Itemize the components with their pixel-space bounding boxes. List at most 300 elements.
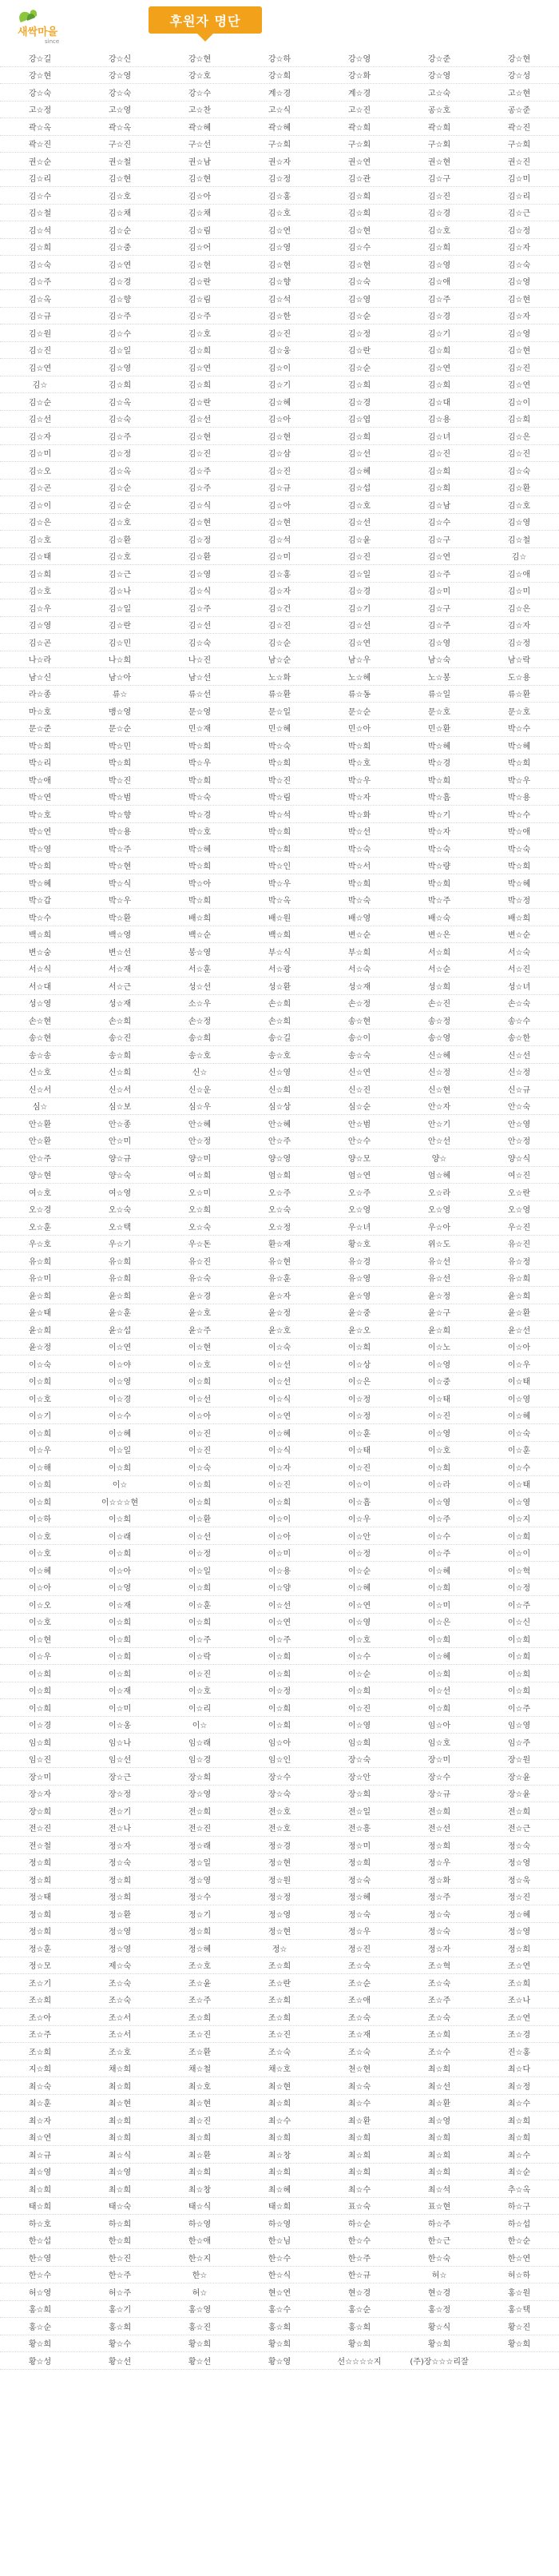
donor-name-cell: 황☆식 <box>427 2323 451 2332</box>
donor-name-cell: 이☆선 <box>188 1532 212 1542</box>
donor-name-cell: 여☆호 <box>28 1188 52 1198</box>
donor-name-cell: 조☆숙 <box>347 2048 371 2057</box>
donor-name-cell: 한☆섭 <box>28 2237 52 2247</box>
donor-name-cell: 서☆대 <box>28 982 52 992</box>
donor-row <box>0 2249 559 2267</box>
donor-name-cell: 황☆선 <box>188 2357 212 2367</box>
donor-name-cell: 장☆안 <box>347 1773 371 1782</box>
donor-name-cell: 김☆희 <box>28 570 52 579</box>
donor-name-cell: 조☆희 <box>427 2031 451 2040</box>
donor-name-cell: 유☆선 <box>427 1275 451 1284</box>
donor-name-cell: 강☆호 <box>188 72 212 82</box>
donor-name-cell: 강☆하 <box>268 54 291 64</box>
donor-name-cell: 홍☆정 <box>427 2306 451 2315</box>
donor-name-cell: 임☆호 <box>427 1738 451 1748</box>
donor-name-cell: 한☆ <box>192 2271 208 2281</box>
donor-name-cell: 이☆야 <box>108 1360 132 1370</box>
donor-name-cell: 장☆근 <box>108 1773 132 1782</box>
donor-row <box>0 703 559 720</box>
donor-name-cell: 정☆자 <box>427 1945 451 1954</box>
donor-name-cell: 나☆라 <box>28 656 52 666</box>
donor-row <box>0 2009 559 2026</box>
donor-name-cell: 황☆영 <box>268 2357 291 2367</box>
donor-name-cell: 제☆숙 <box>108 1962 132 1972</box>
donor-name-cell: 김☆연 <box>347 639 371 648</box>
donor-name-cell: 김☆곤 <box>28 484 52 494</box>
donor-name-cell: 오☆희 <box>188 1206 212 1216</box>
donor-name-cell: 채☆희 <box>108 2065 132 2075</box>
donor-name-cell: 김☆연 <box>427 553 451 563</box>
donor-name-cell: 송☆길 <box>268 1034 291 1044</box>
donor-name-cell: 이☆양 <box>268 1584 291 1594</box>
donor-name-cell: 양☆숙 <box>108 1172 132 1181</box>
donor-name-cell: 태☆숙 <box>108 2203 132 2212</box>
donor-name-cell: 홍☆희 <box>268 2323 291 2332</box>
donor-name-cell: 이☆희 <box>507 1653 531 1662</box>
donor-name-cell: 안☆주 <box>268 1137 291 1147</box>
donor-name-cell: 이☆호 <box>28 1618 52 1628</box>
donor-name-cell: 하☆호 <box>28 2220 52 2229</box>
donor-name-cell: 계☆경 <box>347 89 371 98</box>
donor-row <box>0 1012 559 1029</box>
donor-name-cell: 여☆진 <box>507 1172 531 1181</box>
donor-name-cell: 유☆영 <box>347 1275 371 1284</box>
donor-name-cell: 황☆수 <box>108 2340 132 2350</box>
donor-row <box>0 1648 559 1666</box>
donor-name-cell: 선☆☆☆☆지 <box>337 2357 382 2367</box>
donor-name-cell: 이☆영 <box>108 1378 132 1388</box>
donor-row <box>0 1321 559 1339</box>
donor-name-cell: 이☆안 <box>347 1532 371 1542</box>
donor-name-cell: 임☆희 <box>28 1738 52 1748</box>
donor-name-cell: 유☆정 <box>507 1257 531 1267</box>
donor-name-cell: 서☆재 <box>108 966 132 975</box>
donor-name-cell: 이☆연 <box>268 1412 291 1422</box>
donor-name-cell: 박☆희 <box>188 862 212 872</box>
donor-name-cell: 박☆아 <box>188 879 212 889</box>
donor-name-cell: 박☆경 <box>188 810 212 820</box>
donor-name-cell: 김☆식 <box>188 501 212 511</box>
donor-name-cell: 손☆희 <box>268 1017 291 1026</box>
donor-name-cell: 김☆희 <box>427 381 451 391</box>
donor-name-cell: 박☆인 <box>268 862 291 872</box>
donor-name-cell: 최☆훈 <box>28 2100 52 2109</box>
donor-name-cell: 오☆영 <box>427 1206 451 1216</box>
donor-name-cell: 김☆현 <box>188 175 212 185</box>
donor-name-cell: 천☆현 <box>347 2065 371 2075</box>
donor-name-cell: 이☆용 <box>268 1567 291 1576</box>
donor-name-cell: 이☆혜 <box>108 1429 132 1439</box>
donor-name-cell: 서☆식 <box>28 966 52 975</box>
donor-name-cell: 김☆희 <box>347 209 371 219</box>
donor-row <box>0 668 559 686</box>
donor-name-cell: 김☆자 <box>507 622 531 631</box>
donor-name-cell: 최☆희 <box>268 2100 291 2109</box>
donor-name-cell: 손☆현 <box>28 1017 52 1026</box>
donor-name-cell: 김☆순 <box>347 364 371 373</box>
donor-name-cell: 김☆연 <box>108 261 132 270</box>
donor-name-cell: 하☆섭 <box>507 2220 531 2229</box>
donor-name-cell: 김☆어 <box>188 244 212 253</box>
donor-name-cell: 허☆영 <box>28 2288 52 2298</box>
donor-row <box>0 737 559 754</box>
donor-name-cell: 김☆남 <box>427 501 451 511</box>
donor-name-cell: 김☆림 <box>188 226 212 236</box>
donor-name-cell: 최☆환 <box>347 2116 371 2126</box>
donor-name-cell: 강☆영 <box>108 72 132 82</box>
donor-name-cell: 양☆ <box>431 1154 447 1164</box>
donor-name-cell: 신☆혜 <box>427 1051 451 1061</box>
donor-name-cell: 송☆송 <box>28 1051 52 1061</box>
donor-name-cell: 김☆희 <box>188 381 212 391</box>
donor-name-cell: 윤☆영 <box>347 1292 371 1301</box>
donor-name-cell: 이☆이 <box>268 1515 291 1525</box>
donor-name-cell: 김☆영 <box>507 519 531 528</box>
saessak-village-logo <box>13 5 72 46</box>
donor-name-cell: 손☆정 <box>347 1000 371 1009</box>
donor-name-cell: 이☆숙 <box>28 1360 52 1370</box>
donor-name-cell: 김☆애 <box>507 570 531 579</box>
donor-name-cell: 조☆숙 <box>427 1979 451 1989</box>
donor-name-cell: 윤☆호 <box>188 1309 212 1319</box>
donor-row <box>0 2026 559 2044</box>
donor-name-cell: 박☆기 <box>427 810 451 820</box>
donor-name-cell: 강☆영 <box>347 54 371 64</box>
donor-name-cell: 양☆미 <box>188 1154 212 1164</box>
donor-name-cell: 김☆순 <box>28 398 52 408</box>
donor-name-cell: 김☆윤 <box>347 536 371 545</box>
donor-name-cell: 곽☆옥 <box>28 123 52 133</box>
donor-row <box>0 136 559 153</box>
donor-name-cell: 오☆숙 <box>188 1223 212 1232</box>
donor-name-cell: 류☆선 <box>188 691 212 700</box>
donor-name-cell: 윤☆훈 <box>108 1309 132 1319</box>
donor-name-cell: 한☆주 <box>347 2254 371 2263</box>
donor-name-cell: 박☆범 <box>108 794 132 803</box>
donor-name-cell: 이☆희 <box>427 1704 451 1714</box>
donor-name-cell: 한☆수 <box>268 2254 291 2263</box>
donor-name-cell: 최☆창 <box>188 2185 212 2195</box>
donor-name-cell: 남☆신 <box>28 673 52 683</box>
donor-name-cell: 손☆숙 <box>507 1000 531 1009</box>
donor-name-cell: 고☆정 <box>28 106 52 116</box>
donor-name-cell: 이☆신 <box>507 1618 531 1628</box>
donor-name-cell: 장☆수 <box>268 1773 291 1782</box>
donor-name-cell: 정☆숙 <box>507 1841 531 1851</box>
donor-name-cell: 김☆현 <box>188 519 212 528</box>
donor-name-cell: 박☆식 <box>108 879 132 889</box>
donor-name-cell: 안☆자 <box>427 1103 451 1113</box>
donor-name-cell: 이☆영 <box>427 1498 451 1507</box>
donor-row <box>0 1992 559 2009</box>
donor-name-cell: 최☆수 <box>347 2100 371 2109</box>
donor-row <box>0 617 559 635</box>
donor-name-cell: 하☆영 <box>188 2220 212 2229</box>
donor-name-cell: 태☆식 <box>188 2203 212 2212</box>
donor-row <box>0 1459 559 1476</box>
donor-name-cell: 박☆혜 <box>507 879 531 889</box>
donor-name-cell: 한☆수 <box>28 2271 52 2281</box>
donor-name-cell: 신☆영 <box>268 1069 291 1078</box>
donor-name-cell: 김☆주 <box>108 432 132 442</box>
donor-name-cell: 정☆주 <box>427 1893 451 1903</box>
donor-name-cell: 박☆수 <box>507 810 531 820</box>
donor-name-cell: 김☆순 <box>108 484 132 494</box>
donor-name-cell: 최☆진 <box>188 2116 212 2126</box>
donor-name-cell: 이☆호 <box>347 1635 371 1645</box>
donor-name-cell: 서☆숙 <box>507 948 531 958</box>
donor-name-cell: 송☆진 <box>108 1034 132 1044</box>
donor-name-cell: 전☆근 <box>507 1825 531 1834</box>
donor-name-cell: 김☆선 <box>188 416 212 425</box>
donor-name-cell: 전☆진 <box>28 1825 52 1834</box>
donor-name-cell: 이☆식 <box>268 1447 291 1456</box>
donor-name-cell: 최☆환 <box>188 2151 212 2160</box>
donor-name-cell: 박☆혜 <box>427 742 451 751</box>
donor-name-cell: 윤☆오 <box>347 1326 371 1336</box>
donor-name-cell: 정☆숙 <box>427 1928 451 1937</box>
donor-name-cell: 김☆우 <box>28 604 52 614</box>
donor-name-cell: 이☆희 <box>28 1670 52 1679</box>
donor-name-cell: 김☆환 <box>507 484 531 494</box>
donor-name-cell: 김☆중 <box>108 244 132 253</box>
donor-name-cell: 오☆주 <box>268 1188 291 1198</box>
donor-name-cell: 여☆희 <box>188 1172 212 1181</box>
donor-name-cell: 김☆석 <box>268 536 291 545</box>
donor-name-cell: 이☆혜 <box>507 1412 531 1422</box>
donor-name-cell: 최☆영 <box>427 2116 451 2126</box>
donor-name-cell: 배☆영 <box>347 914 371 923</box>
donor-name-cell: 이☆래 <box>108 1532 132 1542</box>
donor-name-cell: 김☆곤 <box>28 639 52 648</box>
donor-name-cell: 김☆정 <box>188 536 212 545</box>
donor-name-cell: 박☆희 <box>268 828 291 838</box>
donor-name-cell: 문☆호 <box>427 707 451 717</box>
donor-name-cell: 박☆서 <box>347 862 371 872</box>
donor-name-cell: 조☆호 <box>108 2048 132 2057</box>
donor-name-cell: 이☆식 <box>268 1395 291 1404</box>
donor-row <box>0 2318 559 2335</box>
donor-row <box>0 634 559 651</box>
donor-name-cell: 김☆란 <box>108 622 132 631</box>
donor-name-cell: 박☆우 <box>108 897 132 906</box>
donor-name-cell: 박☆흠 <box>427 794 451 803</box>
donor-name-cell: 김☆오 <box>28 467 52 476</box>
donor-name-cell: 이☆희 <box>108 1670 132 1679</box>
donor-name-cell: 윤☆구 <box>427 1309 451 1319</box>
donor-row <box>0 1596 559 1614</box>
donor-name-cell: 조☆주 <box>188 1997 212 2006</box>
donor-name-cell: 이☆상 <box>347 1360 371 1370</box>
donor-name-cell: 박☆정 <box>507 897 531 906</box>
donor-name-cell: 전☆진 <box>188 1825 212 1834</box>
donor-name-cell: 황☆희 <box>28 2340 52 2350</box>
donor-name-cell: 박☆옥 <box>268 897 291 906</box>
donor-row <box>0 1545 559 1563</box>
donor-name-cell: 이☆호 <box>28 1395 52 1404</box>
donor-name-cell: 이☆우 <box>347 1515 371 1525</box>
donor-name-cell: 민☆재 <box>188 725 212 735</box>
donor-name-cell: 김☆현 <box>347 226 371 236</box>
donor-name-cell: 김☆진 <box>507 450 531 460</box>
donor-name-cell: 이☆희 <box>108 1618 132 1628</box>
donor-name-cell: 강☆성 <box>507 72 531 82</box>
donor-name-cell: 최☆영 <box>28 2168 52 2178</box>
donor-name-cell: 도☆용 <box>507 673 531 683</box>
donor-name-cell: 전☆호 <box>268 1825 291 1834</box>
donor-name-cell: 정☆숙 <box>108 1859 132 1869</box>
donor-name-cell: 하☆희 <box>108 2220 132 2229</box>
donor-name-cell: 김☆선 <box>347 519 371 528</box>
donor-name-cell: 조☆희 <box>188 2013 212 2023</box>
donor-name-cell: 최☆희 <box>268 2168 291 2178</box>
donor-name-cell: 김☆희 <box>507 416 531 425</box>
donor-name-cell: 오☆미 <box>188 1188 212 1198</box>
donor-name-cell: 노☆화 <box>268 673 291 683</box>
donor-name-cell: 윤☆정 <box>28 1344 52 1353</box>
donor-name-cell: 이☆미 <box>108 1704 132 1714</box>
donor-name-cell: 김☆향 <box>268 278 291 288</box>
donor-name-cell: 박☆수 <box>28 914 52 923</box>
donor-name-cell: 최☆희 <box>188 2134 212 2144</box>
donor-name-cell: 이☆희 <box>188 1618 212 1628</box>
donor-name-cell: 신☆서 <box>28 1085 52 1095</box>
donor-name-cell: 김☆희 <box>28 244 52 253</box>
donor-name-cell: 권☆순 <box>28 157 52 167</box>
donor-name-cell: 서☆훈 <box>188 966 212 975</box>
donor-row <box>0 565 559 583</box>
donor-name-cell: 김☆진 <box>347 553 371 563</box>
donor-name-cell: 김☆현 <box>507 347 531 356</box>
donor-name-cell: 김☆미 <box>28 450 52 460</box>
donor-name-cell: 김☆향 <box>108 295 132 305</box>
donor-name-cell: 전☆일 <box>347 1807 371 1817</box>
donor-name-cell: 박☆숙 <box>507 845 531 854</box>
donor-name-cell: 김☆미 <box>507 587 531 597</box>
donor-name-cell: 이☆희 <box>507 1687 531 1697</box>
donor-name-cell: 이☆라 <box>427 1481 451 1491</box>
donor-name-cell: 최☆희 <box>108 2185 132 2195</box>
donor-row <box>0 1751 559 1769</box>
donor-name-cell: 심☆우 <box>188 1103 212 1113</box>
donor-name-cell: 이☆진 <box>347 1463 371 1473</box>
donor-name-cell: 최☆자 <box>28 2116 52 2126</box>
donor-name-cell: 구☆희 <box>268 141 291 150</box>
donor-name-cell: 임☆인 <box>268 1756 291 1766</box>
donor-name-cell: 김☆정 <box>507 226 531 236</box>
donor-name-cell: 이☆영 <box>108 1584 132 1594</box>
donor-name-cell: 노☆봉 <box>427 673 451 683</box>
donor-name-cell: 박☆호 <box>347 759 371 769</box>
donor-name-cell: 박☆혜 <box>188 845 212 854</box>
donor-name-cell: 유☆선 <box>427 1257 451 1267</box>
donor-name-cell: 서☆희 <box>427 948 451 958</box>
donor-name-cell: 박☆숙 <box>188 794 212 803</box>
donor-name-cell: 김☆이 <box>28 501 52 511</box>
donor-name-cell: 허☆하 <box>507 2271 531 2281</box>
donor-name-cell: 이☆희 <box>108 1653 132 1662</box>
donor-name-cell: 박☆혜 <box>28 879 52 889</box>
donor-row <box>0 2352 559 2370</box>
donor-name-cell: 이☆이 <box>507 1550 531 1559</box>
donor-name-cell: 강☆희 <box>268 72 291 82</box>
donor-name-cell: 배☆숙 <box>427 914 451 923</box>
donor-name-cell: 한☆희 <box>108 2237 132 2247</box>
donor-name-cell: 김☆삼 <box>268 450 291 460</box>
donor-name-cell: 김☆경 <box>108 278 132 288</box>
donor-name-cell: 조☆희 <box>28 1997 52 2006</box>
donor-name-cell: 송☆정 <box>427 1017 451 1026</box>
donor-name-cell: 이☆희 <box>507 1532 531 1542</box>
donor-name-cell: 류☆환 <box>507 691 531 700</box>
donor-name-cell: 박☆호 <box>188 828 212 838</box>
donor-name-cell: 박☆우 <box>188 759 212 769</box>
donor-name-cell: 배☆원 <box>268 914 291 923</box>
donor-row <box>0 102 559 119</box>
donor-name-cell: 이☆선 <box>427 1687 451 1697</box>
donor-row <box>0 1442 559 1459</box>
donor-name-cell: 조☆나 <box>507 1997 531 2006</box>
donor-name-cell: 김☆철 <box>507 536 531 545</box>
donor-name-cell: 정☆경 <box>268 1841 291 1851</box>
donor-row <box>0 806 559 823</box>
donor-name-cell: 손☆희 <box>268 1000 291 1009</box>
donor-name-cell: 김☆선 <box>28 416 52 425</box>
donor-name-cell: 나☆진 <box>188 656 212 666</box>
donor-name-cell: 이☆이 <box>347 1481 371 1491</box>
donor-name-cell: 전☆희 <box>188 1807 212 1817</box>
donor-name-cell: 최☆희 <box>347 2151 371 2160</box>
donor-name-cell: 김☆은 <box>28 519 52 528</box>
donor-row <box>0 445 559 463</box>
donor-row <box>0 1768 559 1786</box>
donor-name-cell: 조☆희 <box>268 1962 291 1972</box>
donor-name-cell: 박☆희 <box>268 845 291 854</box>
donor-name-cell: 김☆희 <box>427 347 451 356</box>
donor-name-cell: 신☆규 <box>507 1085 531 1095</box>
donor-row <box>0 1511 559 1528</box>
donor-name-cell: 박☆진 <box>268 776 291 786</box>
donor-row <box>0 1734 559 1751</box>
donor-name-cell: 문☆준 <box>28 725 52 735</box>
donor-name-cell: 김☆정 <box>268 175 291 185</box>
donor-name-cell: 이☆희 <box>268 1653 291 1662</box>
donor-name-cell: 오☆란 <box>507 1188 531 1198</box>
donor-name-cell: 이☆환 <box>188 1515 212 1525</box>
donor-name-cell: 현☆경 <box>347 2288 371 2298</box>
donor-name-cell: 이☆은 <box>427 1618 451 1628</box>
donor-name-cell: 김☆현 <box>268 261 291 270</box>
donor-name-cell: 이☆락 <box>188 1653 212 1662</box>
donor-name-cell: 최☆숙 <box>347 2082 371 2092</box>
donor-name-cell: 박☆연 <box>28 828 52 838</box>
donor-name-cell: 김☆영 <box>188 570 212 579</box>
donor-name-cell: 김☆엽 <box>347 416 371 425</box>
donor-name-cell: 이☆우 <box>28 1447 52 1456</box>
donor-row <box>0 324 559 342</box>
donor-name-cell: 김☆ <box>511 553 527 563</box>
donor-name-cell: 김☆숙 <box>507 467 531 476</box>
donor-name-cell: 이☆숙 <box>268 1344 291 1353</box>
donor-name-cell: 이☆옹 <box>108 1722 132 1731</box>
donor-name-cell: 김☆아 <box>188 192 212 201</box>
donor-name-cell: 조☆숙 <box>427 2013 451 2023</box>
donor-name-cell: 최☆선 <box>427 2082 451 2092</box>
donor-row <box>0 1356 559 1373</box>
donor-name-cell: 곽☆희 <box>427 123 451 133</box>
donor-name-cell: 문☆호 <box>507 707 531 717</box>
donor-name-cell: 윤☆희 <box>28 1326 52 1336</box>
